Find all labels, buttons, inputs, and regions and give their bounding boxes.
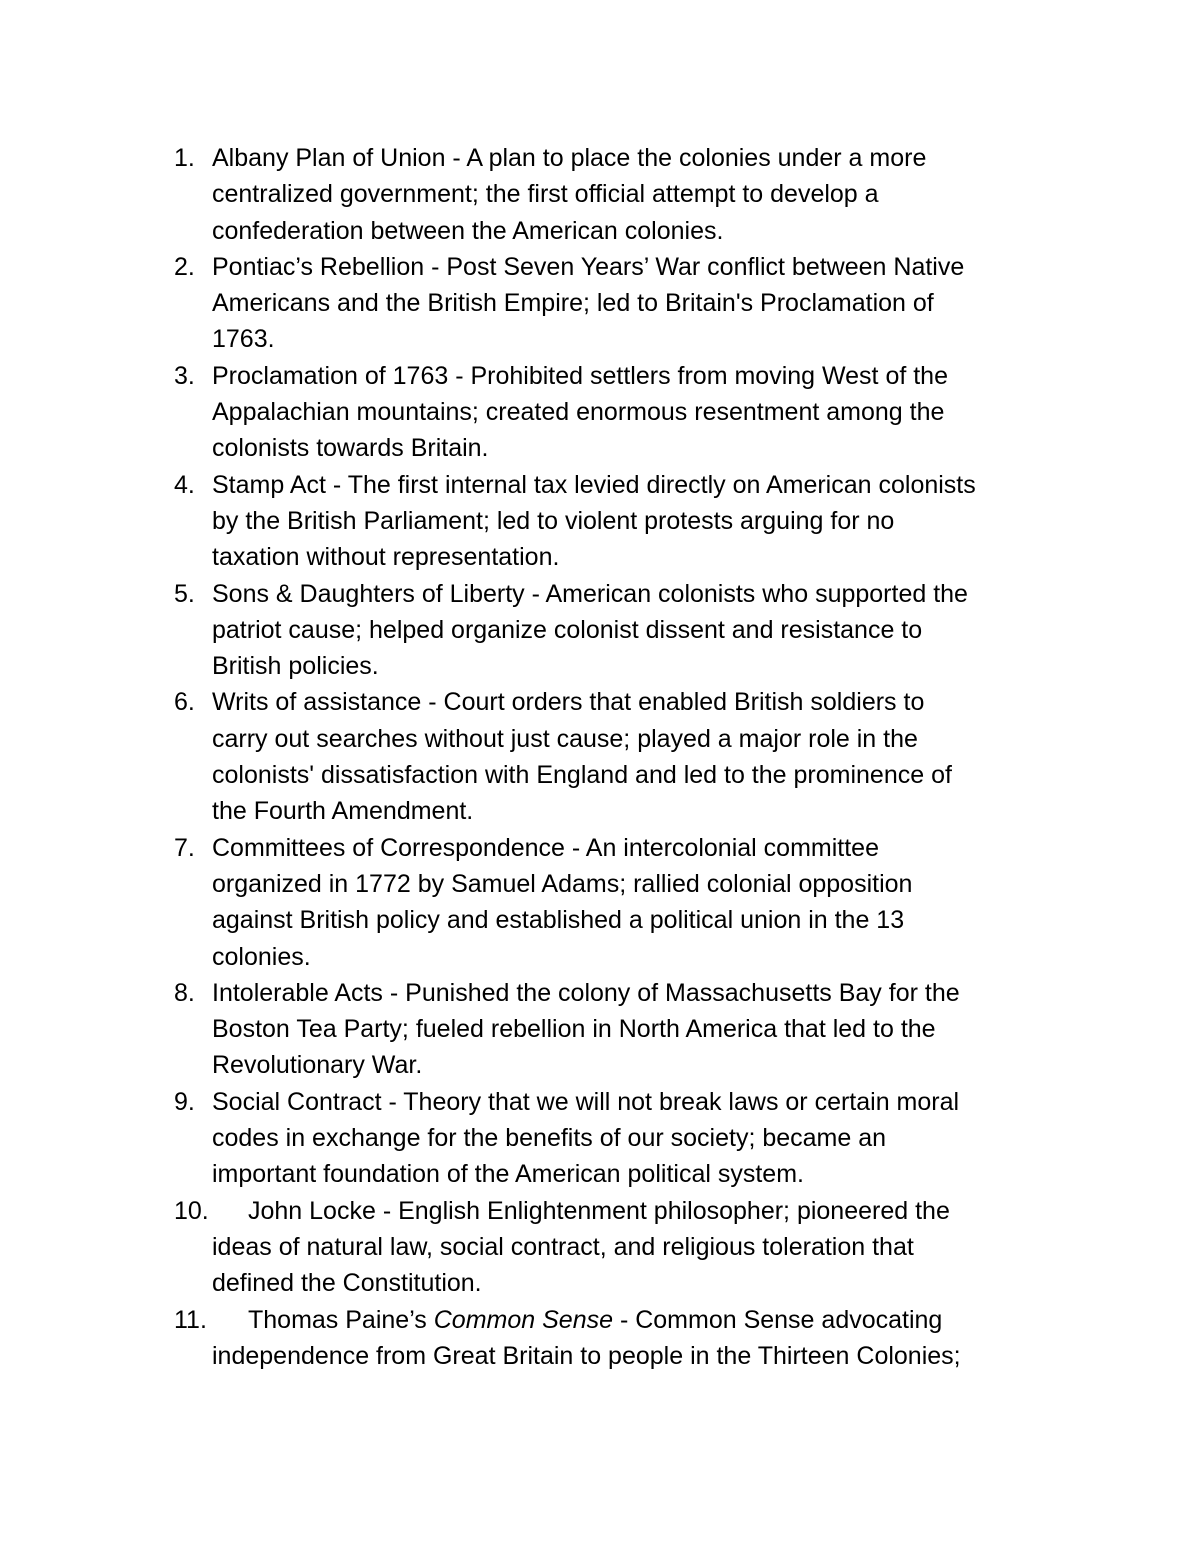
item-line: Albany Plan of Union - A plan to place the colonies under a more [212, 144, 927, 172]
item-line: British policies. [212, 652, 379, 681]
item-number: 1. [174, 144, 195, 172]
item-line: organized in 1772 by Samuel Adams; rallied colonial opposition [212, 869, 913, 898]
item-line: the Fourth Amendment. [212, 797, 474, 826]
list-item [0, 830, 1200, 975]
item-line: Revolutionary War. [212, 1051, 423, 1080]
item-line: Intolerable Acts - Punished the colony of Massachusetts Bay for the [212, 978, 960, 1007]
item-line: Social Contract - Theory that we will not break laws or certain moral [212, 1087, 960, 1116]
item-number: 3. [174, 361, 195, 390]
list-item [0, 1193, 1200, 1302]
item-line: colonists' dissatisfaction with England and led to the prominence of [212, 761, 952, 790]
list-item [0, 358, 1200, 467]
item-line: centralized government; the first official attempt to develop a [212, 180, 879, 209]
item-number: 6. [174, 688, 195, 717]
item-line: carry out searches without just cause; played a major role in the [212, 724, 918, 753]
item-line: codes in exchange for the benefits of our society; became an [212, 1124, 887, 1153]
book-title-italic: Common Sense [433, 1305, 613, 1334]
item-line: patriot cause; helped organize colonist dissent and resistance to [212, 615, 923, 644]
item-line: 1763. [212, 325, 275, 354]
item-first-line-suffix: - Common Sense advocating [613, 1305, 943, 1334]
item-line: Committees of Correspondence - An intercolonial committee [212, 833, 879, 862]
item-line: by the British Parliament; led to violent protests arguing for no [212, 506, 895, 535]
item-number: 9. [174, 1087, 195, 1116]
item-line [212, 1193, 1080, 1229]
item-line: ideas of natural law, social contract, and religious toleration that [212, 1232, 914, 1261]
item-line: confederation between the American colonies. [212, 216, 724, 245]
list-item [0, 684, 1200, 829]
term-list [0, 140, 1200, 1374]
list-item [0, 249, 1200, 358]
item-line: Boston Tea Party; fueled rebellion in North America that led to the [212, 1015, 936, 1044]
item-line: Sons & Daughters of Liberty - American colonists who supported the [212, 579, 968, 608]
list-item [0, 975, 1200, 1084]
item-line: Americans and the British Empire; led to Britain's Proclamation of [212, 289, 934, 318]
item-line: Pontiac’s Rebellion - Post Seven Years’ War conflict between Native [212, 252, 965, 281]
item-line: against British policy and established a political union in the 13 [212, 906, 905, 935]
item-number: 11. [174, 1305, 207, 1334]
item-line: Stamp Act - The first internal tax levied directly on American colonists [212, 470, 976, 499]
item-number: 5. [174, 579, 195, 608]
list-item [0, 467, 1200, 576]
item-line [212, 1302, 1080, 1338]
item-line: Writs of assistance - Court orders that enabled British soldiers to [212, 688, 925, 717]
item-number: 8. [174, 978, 195, 1007]
item-line: colonists towards Britain. [212, 434, 489, 463]
item-line: taxation without representation. [212, 543, 560, 572]
item-number: 7. [174, 833, 195, 862]
item-number: 10. [174, 1196, 209, 1225]
item-first-line-prefix: Thomas Paine’s [248, 1305, 434, 1334]
list-item [0, 1302, 1200, 1375]
item-line: colonies. [212, 942, 311, 971]
item-number: 4. [174, 470, 195, 499]
item-line: important foundation of the American political system. [212, 1160, 804, 1189]
item-first-line-text: John Locke - English Enlightenment philosopher; pioneered the [248, 1196, 950, 1225]
item-line: independence from Great Britain to people in the Thirteen Colonies; [212, 1341, 961, 1370]
item-line: defined the Constitution. [212, 1269, 482, 1298]
item-line: Appalachian mountains; created enormous resentment among the [212, 398, 945, 427]
list-item [0, 1084, 1200, 1193]
list-item [0, 576, 1200, 685]
list-item [0, 140, 1200, 249]
item-line: Proclamation of 1763 - Prohibited settlers from moving West of the [212, 361, 948, 390]
item-number: 2. [174, 252, 195, 281]
